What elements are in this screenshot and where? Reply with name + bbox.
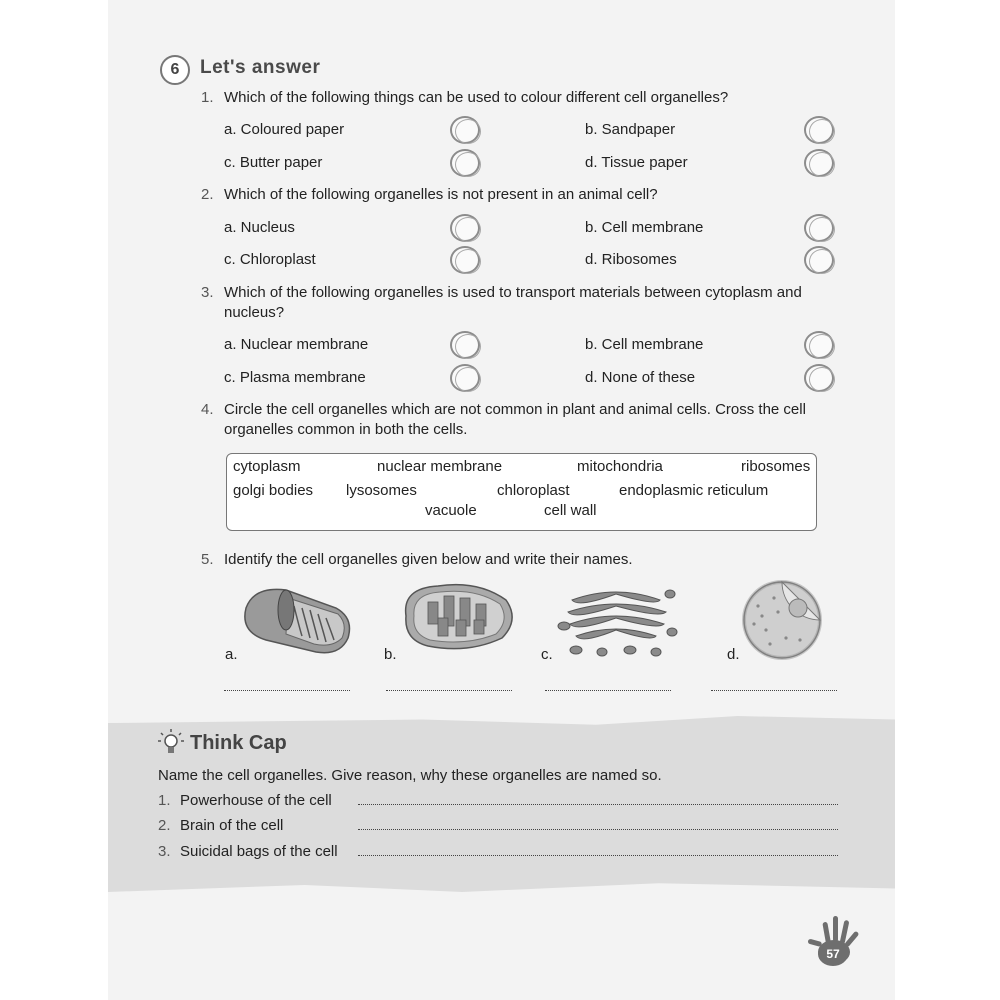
golgi-body-image (556, 580, 678, 660)
item-text: Suicidal bags of the cell (180, 843, 338, 860)
answer-line[interactable] (358, 855, 838, 856)
answer-circle[interactable] (804, 214, 834, 242)
option-label: b. Cell membrane (585, 219, 704, 236)
answer-line[interactable] (358, 829, 838, 830)
answer-line[interactable] (545, 690, 671, 691)
chloroplast-image (398, 580, 518, 652)
think-cap-title: Think Cap (190, 732, 287, 754)
question-text-cont: organelles common in both the cells. (224, 421, 468, 438)
think-cap-prompt: Name the cell organelles. Give reason, why these organelles are named so. (158, 767, 662, 784)
answer-circle[interactable] (804, 149, 834, 177)
image-label: d. (727, 646, 740, 663)
answer-line[interactable] (386, 690, 512, 691)
option-label: c. Chloroplast (224, 251, 316, 268)
organelle-word[interactable]: chloroplast (497, 482, 570, 499)
question-text: Which of the following things can be used to colour different cell organelles? (224, 89, 729, 106)
organelle-word[interactable]: vacuole (425, 502, 477, 519)
question-text-cont: nucleus? (224, 304, 285, 321)
answer-circle[interactable] (804, 331, 834, 359)
organelle-word[interactable]: mitochondria (577, 458, 663, 475)
lightbulb-icon (158, 728, 184, 756)
answer-circle[interactable] (450, 214, 480, 242)
item-number: 3. (158, 843, 171, 860)
option-label: a. Nuclear membrane (224, 336, 369, 353)
option-label: d. Tissue paper (585, 154, 688, 171)
image-label: c. (541, 646, 553, 663)
question-number: 3. (201, 284, 214, 301)
answer-circle[interactable] (804, 246, 834, 274)
option-label: b. Sandpaper (585, 121, 676, 138)
organelle-word[interactable]: ribosomes (741, 458, 811, 475)
section-title: Let's answer (200, 57, 321, 78)
item-number: 2. (158, 817, 171, 834)
question-text: Which of the following organelles is not present in an animal cell? (224, 186, 658, 203)
option-label: c. Plasma membrane (224, 369, 366, 386)
organelle-word[interactable]: golgi bodies (233, 482, 314, 499)
item-text: Brain of the cell (180, 817, 284, 834)
answer-circle[interactable] (450, 331, 480, 359)
answer-line[interactable] (224, 690, 350, 691)
option-label: a. Nucleus (224, 219, 295, 236)
organelle-word[interactable]: lysosomes (346, 482, 417, 499)
option-label: d. Ribosomes (585, 251, 677, 268)
question-text: Which of the following organelles is used to transport materials between cytoplasm and (224, 284, 802, 301)
question-number: 2. (201, 186, 214, 203)
answer-circle[interactable] (450, 149, 480, 177)
item-text: Powerhouse of the cell (180, 792, 332, 809)
question-number: 1. (201, 89, 214, 106)
page-number: 57 (818, 942, 848, 966)
image-label: a. (225, 646, 238, 663)
answer-circle[interactable] (450, 364, 480, 392)
question-text: Circle the cell organelles which are not common in plant and animal cells. Cross the cell (224, 401, 806, 418)
organelle-word[interactable]: cytoplasm (233, 458, 301, 475)
answer-circle[interactable] (450, 116, 480, 144)
section-number-badge: 6 (160, 55, 190, 85)
option-label: d. None of these (585, 369, 696, 386)
image-label: b. (384, 646, 397, 663)
question-number: 5. (201, 551, 214, 568)
organelle-word[interactable]: endoplasmic reticulum (619, 482, 769, 499)
item-number: 1. (158, 792, 171, 809)
answer-circle[interactable] (450, 246, 480, 274)
option-label: b. Cell membrane (585, 336, 704, 353)
option-label: a. Coloured paper (224, 121, 345, 138)
answer-line[interactable] (711, 690, 837, 691)
answer-line[interactable] (358, 804, 838, 805)
answer-circle[interactable] (804, 116, 834, 144)
mitochondria-image (236, 580, 356, 660)
answer-circle[interactable] (804, 364, 834, 392)
nucleus-image (740, 578, 826, 660)
option-label: c. Butter paper (224, 154, 323, 171)
organelle-word[interactable]: cell wall (544, 502, 597, 519)
organelle-word[interactable]: nuclear membrane (377, 458, 503, 475)
question-text: Identify the cell organelles given below and write their names. (224, 551, 633, 568)
question-number: 4. (201, 401, 214, 418)
